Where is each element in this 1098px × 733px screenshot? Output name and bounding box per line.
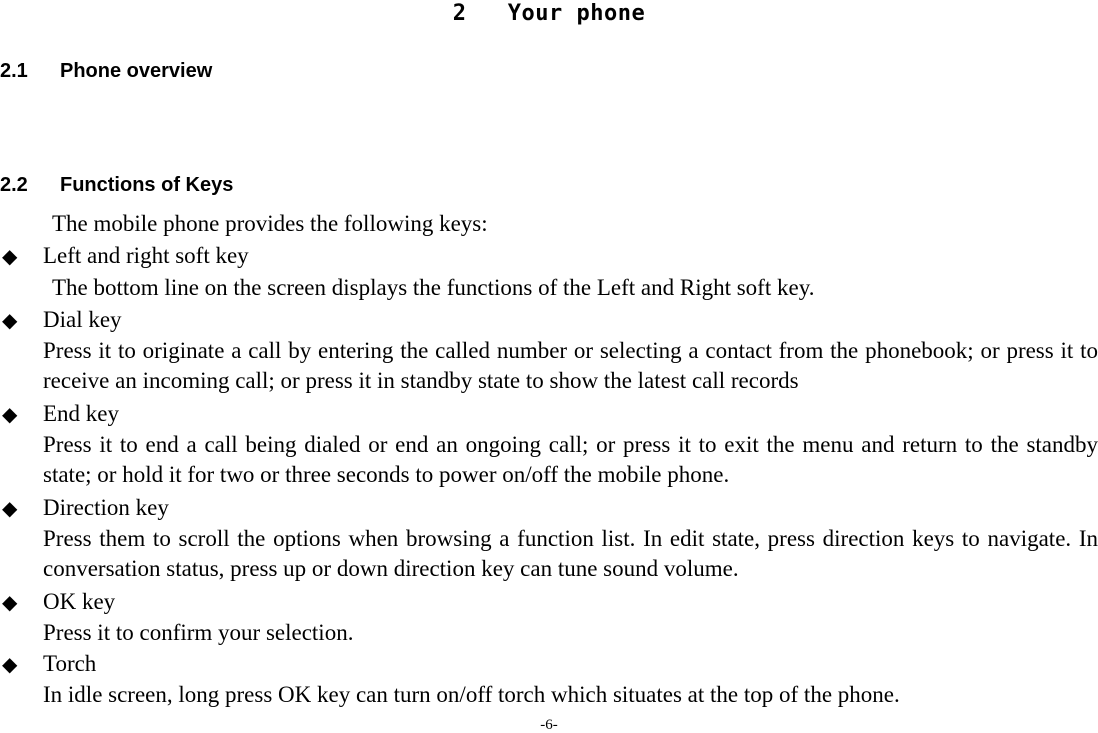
key-name-torch: Torch (43, 651, 97, 676)
bullet-icon: ◆ (2, 496, 18, 520)
key-name-direction-key: Direction key (43, 495, 169, 520)
intro-paragraph: The mobile phone provides the following keys: (52, 211, 488, 236)
key-name-end-key: End key (43, 401, 120, 426)
section-number: 2.2 (0, 174, 28, 196)
key-description-end-key: Press it to end a call being dialed or end an ongoing call; or press it to exit the menu and return to the standby state; or hold it for two or three seconds to power on/off the mobile phone. (43, 432, 1098, 487)
key-description-torch: In idle screen, long press OK key can turn on/off torch which situates at the top of the phone. (43, 682, 900, 707)
key-description-ok-key: Press it to confirm your selection. (43, 620, 354, 645)
bullet-icon: ◆ (2, 308, 18, 332)
bullet-icon: ◆ (2, 590, 18, 614)
bullet-icon: ◆ (2, 652, 18, 676)
key-description-soft-key: The bottom line on the screen displays the functions of the Left and Right soft key. (52, 275, 815, 300)
bullet-icon: ◆ (2, 402, 18, 426)
bullet-icon: ◆ (2, 244, 18, 268)
page-number: -6- (540, 717, 558, 733)
section-heading-functions-of-keys (0, 173, 233, 197)
key-name-ok-key: OK key (43, 589, 116, 614)
key-description-dial-key: Press it to originate a call by entering the called number or selecting a contact from the phonebook; or press it to receive an incoming call; or press it in standby state to show the latest call records (43, 338, 1098, 393)
key-name-soft-key: Left and right soft key (43, 243, 249, 268)
key-description-direction-key: Press them to scroll the options when browsing a function list. In edit state, press direction keys to navigate. In conversation status, press up or down direction key can tune sound volume. (43, 526, 1098, 581)
section-title: Functions of Keys (60, 174, 234, 196)
key-name-dial-key: Dial key (43, 307, 122, 332)
section-number: 2.1 (0, 60, 28, 82)
section-heading-phone-overview (0, 59, 212, 83)
section-title: Phone overview (60, 60, 213, 82)
chapter-title: 2 Your phone (452, 1, 646, 26)
